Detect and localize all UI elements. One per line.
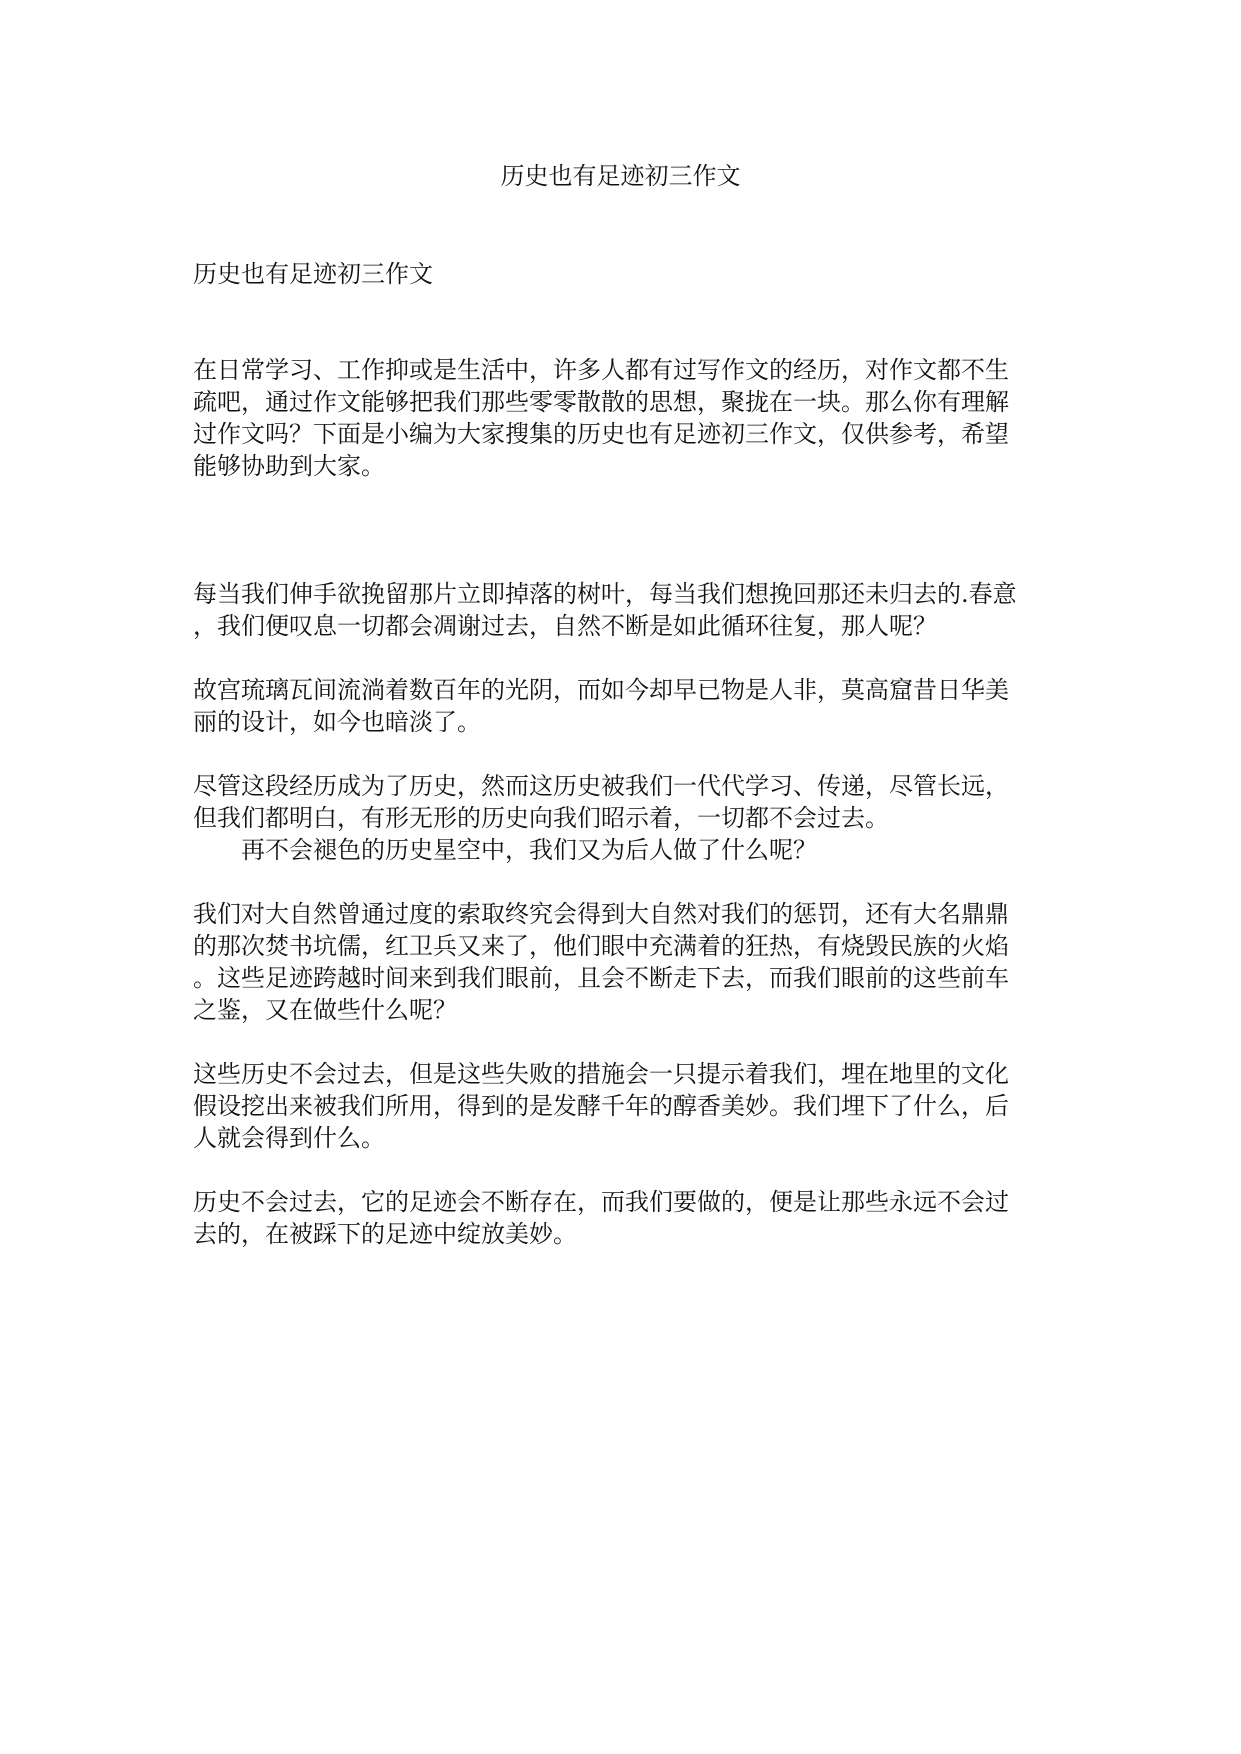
body-paragraph: 尽管这段经历成为了历史，然而这历史被我们一代代学习、传递，尽管长远， 但我们都明白，有形无形的历史向我们昭示着，一切都不会过去。 <box>193 772 1009 832</box>
document-subtitle: 历史也有足迹初三作文 <box>193 260 433 288</box>
body-paragraph: 我们对大自然曾通过度的索取终究会得到大自然对我们的惩罚，还有大名鼎鼎 的那次焚书坑儒，红卫兵又来了，他们眼中充满着的狂热，有烧毁民族的火焰 。这些足迹跨越时间来到我们眼前，且会不断走下去，而我们眼前的这些前车 之鉴，又在做些什么呢？ <box>193 900 1009 1024</box>
document-title: 历史也有足迹初三作文 <box>500 162 741 190</box>
body-paragraph: 故宫琉璃瓦间流淌着数百年的光阴，而如今却早已物是人非，莫高窟昔日华美 丽的设计，如今也暗淡了。 <box>193 676 1009 736</box>
body-paragraph: 这些历史不会过去，但是这些失败的措施会一只提示着我们，埋在地里的文化 假设挖出来被我们所用，得到的是发酵千年的醇香美妙。我们埋下了什么，后 人就会得到什么。 <box>193 1060 1009 1152</box>
intro-paragraph: 在日常学习、工作抑或是生活中，许多人都有过写作文的经历，对作文都不生 疏吧，通过作文能够把我们那些零零散散的思想，聚拢在一块。那么你有理解 过作文吗？下面是小编为大家搜集的历史也有足迹初三作文，仅供参考，希望 能够协助到大家。 <box>193 356 1009 480</box>
body-paragraph: 历史不会过去，它的足迹会不断存在，而我们要做的，便是让那些永远不会过 去的，在被踩下的足迹中绽放美妙。 <box>193 1188 1009 1248</box>
indented-paragraph: 再不会褪色的历史星空中，我们又为后人做了什么呢？ <box>241 836 817 864</box>
body-paragraph: 每当我们伸手欲挽留那片立即掉落的树叶，每当我们想挽回那还未归去的.春意 ，我们便叹息一切都会凋谢过去，自然不断是如此循环往复，那人呢？ <box>193 580 1017 640</box>
